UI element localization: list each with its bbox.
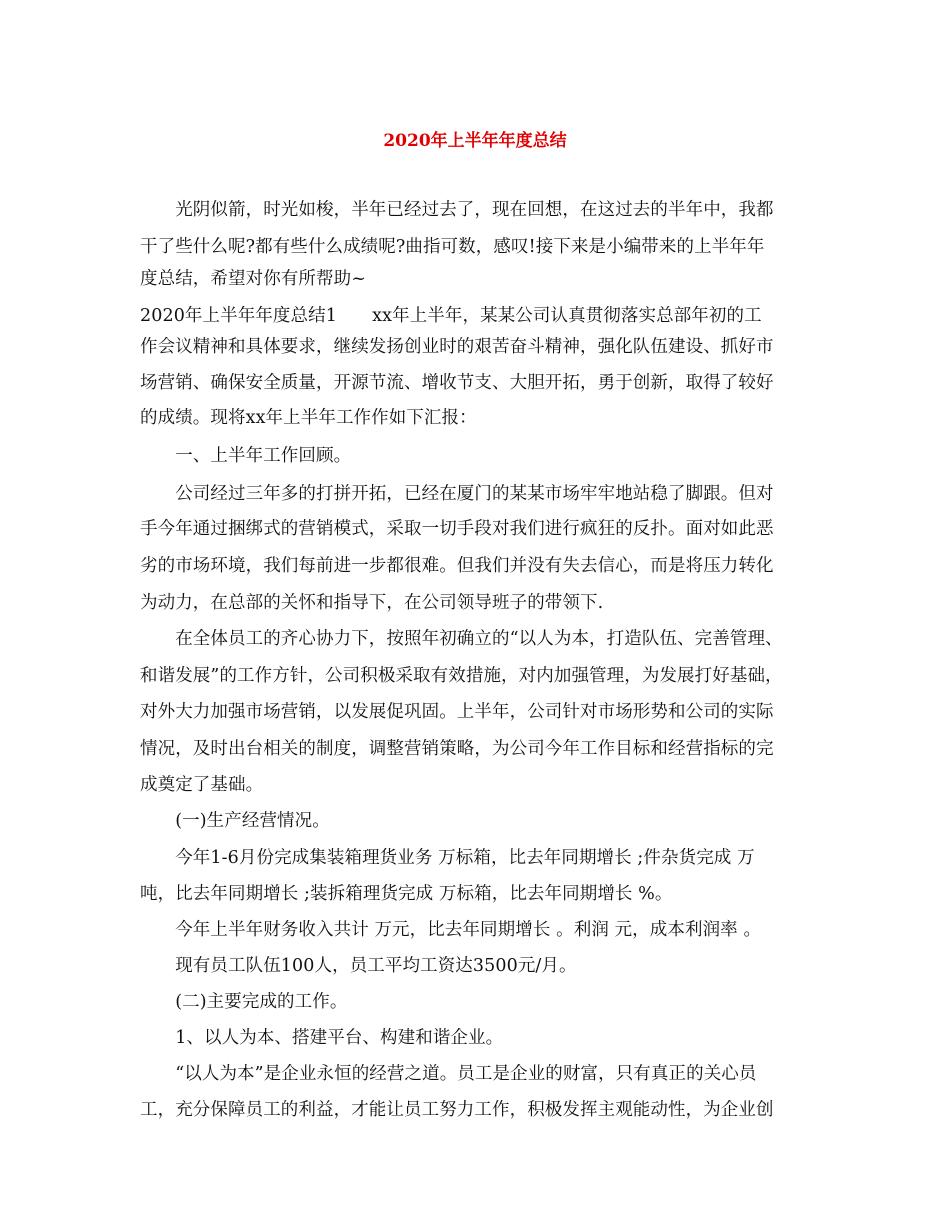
body-line: 为动力，在总部的关怀和指导下，在公司领导班子的带领下. — [140, 593, 604, 613]
body-line: 成奠定了基础。 — [140, 775, 264, 795]
body-line: 度总结，希望对你有所帮助~ — [140, 269, 366, 289]
body-line: 劣的市场环境，我们每前进一步都很难。但我们并没有失去信心，而是将压力转化 — [140, 556, 774, 576]
body-line: 一、上半年工作回顾。 — [140, 446, 352, 466]
body-line: 的成绩。现将xx年上半年工作作如下汇报： — [140, 408, 477, 428]
document-title: 2020年上半年年度总结 — [383, 131, 567, 151]
body-line: (一)生产经营情况。 — [140, 811, 330, 831]
body-line: 工，充分保障员工的利益，才能让员工努力工作，积极发挥主观能动性，为企业创 — [140, 1100, 774, 1120]
body-line: 作会议精神和具体要求，继续发扬创业时的艰苦奋斗精神，强化队伍建设、抓好市 — [140, 337, 774, 357]
body-line: 在全体员工的齐心协力下，按照年初确立的“以人为本，打造队伍、完善管理、 — [140, 629, 783, 649]
body-line: 手今年通过捆绑式的营销模式，采取一切手段对我们进行疯狂的反扑。面对如此恶 — [140, 519, 774, 539]
body-line: 今年上半年财务收入共计 万元，比去年同期增长 。利润 元，成本利润率 。 — [140, 920, 762, 940]
body-line: 2020年上半年年度总结1 xx年上半年，某某公司认真贯彻落实总部年初的工 — [140, 306, 762, 326]
body-line: 现有员工队伍100人，员工平均工资达3500元/月。 — [140, 956, 577, 976]
body-line: 和谐发展”的工作方针，公司积极采取有效措施，对内加强管理，为发展打好基础， — [140, 666, 783, 686]
body-line: 1、以人为本、搭建平台、构建和谐企业。 — [140, 1028, 504, 1048]
body-line: “以人为本”是企业永恒的经营之道。员工是企业的财富，只有真正的关心员 — [140, 1064, 757, 1084]
body-line: 对外大力加强市场营销，以发展促巩固。上半年，公司针对市场形势和公司的实际 — [140, 702, 774, 722]
body-line: 吨，比去年同期增长 ;装拆箱理货完成 万标箱，比去年同期增长 %。 — [140, 884, 673, 904]
body-line: 光阴似箭，时光如梭，半年已经过去了，现在回想，在这过去的半年中，我都 — [140, 200, 774, 220]
body-line: 干了些什么呢?都有些什么成绩呢?曲指可数，感叹!接下来是小编带来的上半年年 — [140, 237, 765, 257]
body-line: 场营销、确保安全质量，开源节流、增收节支、大胆开拓，勇于创新，取得了较好 — [140, 373, 774, 393]
body-line: (二)主要完成的工作。 — [140, 992, 348, 1012]
body-line: 公司经过三年多的打拼开拓，已经在厦门的某某市场牢牢地站稳了脚跟。但对 — [140, 484, 774, 504]
body-line: 今年1-6月份完成集装箱理货业务 万标箱，比去年同期增长 ;件杂货完成 万 — [140, 848, 755, 868]
body-line: 情况，及时出台相关的制度，调整营销策略，为公司今年工作目标和经营指标的完 — [140, 739, 774, 759]
